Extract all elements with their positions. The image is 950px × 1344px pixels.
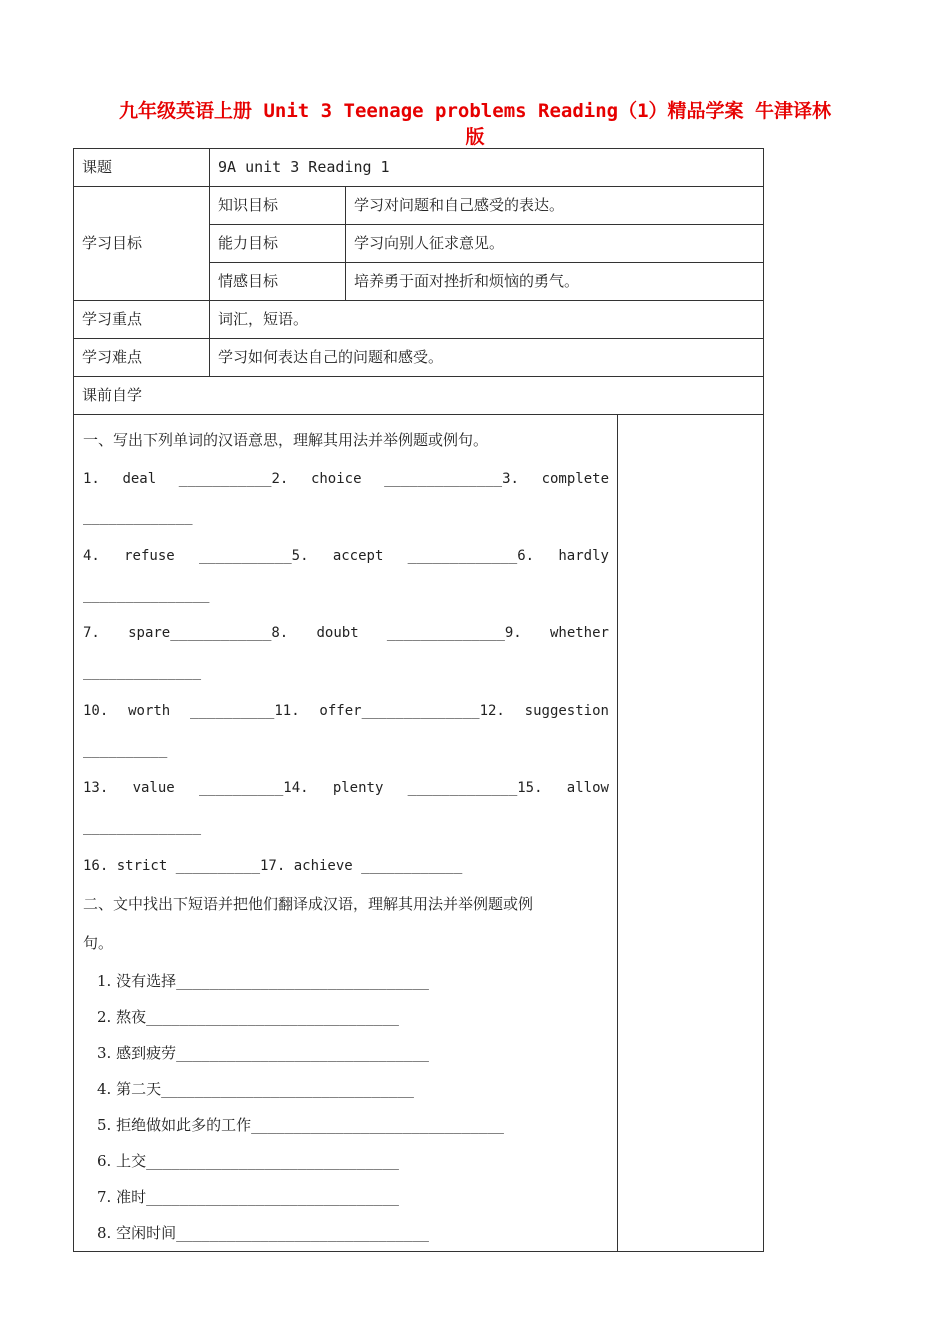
phrase-answer-blank[interactable]: ______________________________ <box>146 1009 399 1026</box>
phrase-text: 空闲时间 <box>116 1223 177 1242</box>
section2-heading-line-1: 二、文中找出下短语并把他们翻译成汉语，理解其用法并举例题或例 <box>83 895 534 914</box>
phrase-number: 2. <box>97 1007 112 1026</box>
phrase-answer-blank[interactable]: ______________________________ <box>176 973 429 990</box>
word-token: choice <box>310 470 362 487</box>
word-token: __________11. <box>190 702 300 719</box>
word-token: ______________9. <box>386 625 522 642</box>
title-line-1: 九年级英语上册 Unit 3 Teenage problems Reading（1）精品学案 牛津译林 <box>119 100 831 122</box>
phrase-item <box>83 999 609 1035</box>
word-token: plenty <box>332 780 384 797</box>
phrase-number: 3. <box>97 1043 112 1062</box>
word-token: 4. <box>83 548 100 565</box>
phrase-text: 没有选择 <box>116 971 177 990</box>
word-token: suggestion <box>524 702 609 719</box>
word-token: refuse <box>124 548 175 565</box>
phrase-answer-blank[interactable]: ______________________________ <box>251 1117 504 1134</box>
word-token: _____________6. <box>407 548 535 565</box>
preview-label: 课前自学 <box>74 377 764 415</box>
phrase-item <box>83 1107 609 1143</box>
phrase-text: 熬夜 <box>116 1007 147 1026</box>
word-token: hardly <box>558 548 609 565</box>
word-token: value <box>132 780 175 797</box>
phrase-answer-blank[interactable]: ______________________________ <box>146 1153 399 1170</box>
word-token: deal <box>122 470 157 487</box>
word-line: __________ <box>83 741 168 758</box>
goal1-value: 学习对问题和自己感受的表达。 <box>346 187 764 225</box>
phrase-item <box>83 963 609 999</box>
word-token: 10. <box>83 702 109 719</box>
word-line: ______________ <box>83 818 202 835</box>
row-preview <box>74 377 764 415</box>
word-line: 16. strict __________17. achieve ____________ <box>83 857 463 874</box>
word-line: _____________ <box>83 509 193 526</box>
goal1-label: 知识目标 <box>210 187 346 225</box>
phrase-number: 7. <box>97 1187 112 1206</box>
page-title <box>80 98 870 150</box>
focus-label: 学习重点 <box>74 301 210 339</box>
word-token: spare____________8. <box>128 625 289 642</box>
focus-value: 词汇，短语。 <box>210 301 764 339</box>
notes-column <box>618 415 764 1252</box>
phrase-answer-blank[interactable]: ______________________________ <box>146 1189 399 1206</box>
exercise-area <box>74 415 618 1252</box>
word-token: worth <box>128 702 171 719</box>
phrase-item <box>83 1143 609 1179</box>
word-line <box>83 614 609 653</box>
word-token: whether <box>549 625 609 642</box>
phrase-list <box>83 963 609 1251</box>
word-token: doubt <box>316 625 359 642</box>
section2-heading-line-2: 句。 <box>83 933 114 952</box>
word-line <box>83 460 609 499</box>
row-difficulty <box>74 339 764 377</box>
row-focus <box>74 301 764 339</box>
phrase-text: 拒绝做如此多的工作 <box>116 1115 252 1134</box>
word-token: 7. <box>83 625 100 642</box>
goal3-value: 培养勇于面对挫折和烦恼的勇气。 <box>346 263 764 301</box>
word-token: __________14. <box>198 780 309 797</box>
difficulty-value: 学习如何表达自己的问题和感受。 <box>210 339 764 377</box>
word-list <box>83 460 609 886</box>
word-line <box>83 692 609 731</box>
word-line: _______________ <box>83 586 210 603</box>
phrase-number: 1. <box>97 971 112 990</box>
word-token: 13. <box>83 780 109 797</box>
phrase-item <box>83 1215 609 1251</box>
phrase-answer-blank[interactable]: ______________________________ <box>176 1225 429 1242</box>
phrase-item <box>83 1035 609 1071</box>
title-line-2: 版 <box>465 126 485 148</box>
word-line <box>83 769 609 808</box>
word-token: ___________2. <box>178 470 289 487</box>
word-line: ______________ <box>83 664 202 681</box>
word-token: ___________5. <box>198 548 309 565</box>
phrase-number: 5. <box>97 1115 112 1134</box>
goal2-value: 学习向别人征求意见。 <box>346 225 764 263</box>
topic-label: 课题 <box>74 149 210 187</box>
row-topic <box>74 149 764 187</box>
phrase-item <box>83 1179 609 1215</box>
word-token: 1. <box>83 470 100 487</box>
phrase-text: 第二天 <box>116 1079 162 1098</box>
row-exercises <box>74 415 764 1252</box>
phrase-text: 准时 <box>116 1187 147 1206</box>
word-token: allow <box>566 780 609 797</box>
phrase-number: 6. <box>97 1151 112 1170</box>
phrase-number: 4. <box>97 1079 112 1098</box>
row-goal-1 <box>74 187 764 225</box>
topic-value: 9A unit 3 Reading 1 <box>210 149 764 187</box>
phrase-text: 上交 <box>116 1151 147 1170</box>
phrase-answer-blank[interactable]: ______________________________ <box>176 1045 429 1062</box>
section1-heading: 一、写出下列单词的汉语意思，理解其用法并举例题或例句。 <box>83 431 489 449</box>
word-token: ______________3. <box>384 470 519 487</box>
goal2-label: 能力目标 <box>210 225 346 263</box>
phrase-number: 8. <box>97 1223 112 1242</box>
difficulty-label: 学习难点 <box>74 339 210 377</box>
phrase-text: 感到疲劳 <box>116 1043 177 1062</box>
phrase-item <box>83 1071 609 1107</box>
word-token: accept <box>332 548 384 565</box>
goal3-label: 情感目标 <box>210 263 346 301</box>
word-line <box>83 537 609 576</box>
word-token: complete <box>541 470 609 487</box>
phrase-answer-blank[interactable]: ______________________________ <box>161 1081 414 1098</box>
word-token: offer______________12. <box>319 702 505 719</box>
lesson-plan-table <box>73 148 764 1252</box>
word-token: _____________15. <box>407 780 543 797</box>
goals-label: 学习目标 <box>74 187 210 301</box>
